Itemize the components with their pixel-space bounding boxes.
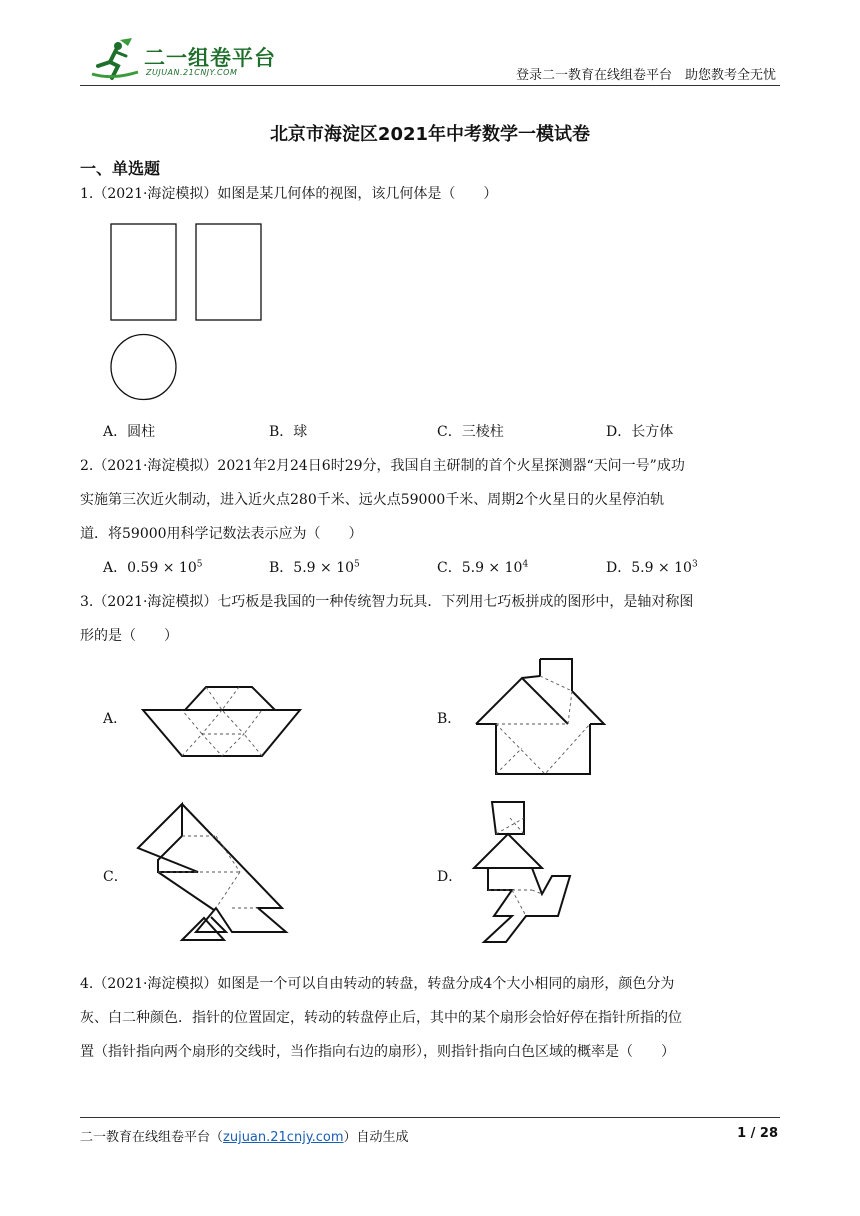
footer-site-link[interactable]: zujuan.21cnjy.com	[223, 1130, 344, 1145]
question-2-line-1: 2.（2021·海淀模拟）2021年2月24日6时29分，我国自主研制的首个火星探测器“天问一号”成功	[80, 458, 685, 474]
header-slogan: 登录二一教育在线组卷平台 助您教考全无忧	[516, 68, 777, 83]
page-title: 北京市海淀区2021年中考数学一模试卷	[269, 124, 591, 145]
question-2-line-2: 实施第三次近火制动，进入近火点280千米、远火点59000千米、周期2个火星日的火星停泊轨	[80, 492, 665, 508]
q1-three-view-figure	[110, 222, 270, 402]
q2-option-a[interactable]: A．$0.59 \times 10^5$	[103, 559, 203, 576]
question-2-line-3: 道．将59000用科学记数法表示应为（ ）	[80, 526, 363, 542]
runner-logo-icon	[88, 36, 144, 84]
header-divider	[80, 85, 780, 86]
logo-subtitle: ZUJUAN.21CNJY.COM	[146, 68, 238, 77]
logo-text: 二一组卷平台	[144, 46, 276, 70]
q2-option-c[interactable]: C．$5.9 \times 10^4$	[437, 559, 529, 576]
q3-option-c[interactable]: C．	[103, 869, 128, 885]
q2-option-d[interactable]: D．$5.9 \times 10^3$	[606, 559, 698, 576]
q1-option-a[interactable]: A．圆柱	[103, 424, 156, 440]
q3-option-d[interactable]: D．	[437, 869, 463, 885]
question-4-line-1: 4.（2021·海淀模拟）如图是一个可以自由转动的转盘，转盘分成4个大小相同的扇形，颜色分为	[80, 976, 675, 992]
q1-option-d[interactable]: D．长方体	[606, 424, 674, 440]
q3-option-a[interactable]: A．	[103, 711, 128, 727]
q3-figure-c-bird	[136, 802, 296, 942]
q1-option-c[interactable]: C．三棱柱	[437, 424, 504, 440]
q3-option-b[interactable]: B．	[437, 711, 462, 727]
page-number: 1 / 28	[737, 1126, 778, 1141]
question-3-line-2: 形的是（ ）	[80, 628, 178, 644]
question-4-line-2: 灰、白二种颜色．指针的位置固定，转动的转盘停止后，其中的某个扇形会恰好停在指针所指的位	[80, 1010, 682, 1026]
q1-option-b[interactable]: B．球	[269, 424, 308, 440]
platform-logo	[88, 36, 288, 84]
question-3-line-1: 3.（2021·海淀模拟）七巧板是我国的一种传统智力玩具．下列用七巧板拼成的图形中，是轴对称图	[80, 594, 694, 610]
q3-figure-b-house	[472, 656, 607, 778]
q3-figure-d-runner	[470, 798, 580, 946]
question-1-text: 1.（2021·海淀模拟）如图是某几何体的视图，该几何体是（ ）	[80, 186, 498, 202]
q2-option-b[interactable]: B．$5.9 \times 10^5$	[269, 559, 360, 576]
question-4-line-3: 置（指针指向两个扇形的交线时，当作指向右边的扇形），则指针指向白色区域的概率是（ ）	[80, 1044, 675, 1060]
section-heading: 一、单选题	[80, 159, 161, 178]
footer-divider	[80, 1117, 780, 1118]
footer-source: 二一教育在线组卷平台（zujuan.21cnjy.com）自动生成	[80, 1130, 409, 1145]
q3-figure-a-boat	[140, 680, 305, 760]
